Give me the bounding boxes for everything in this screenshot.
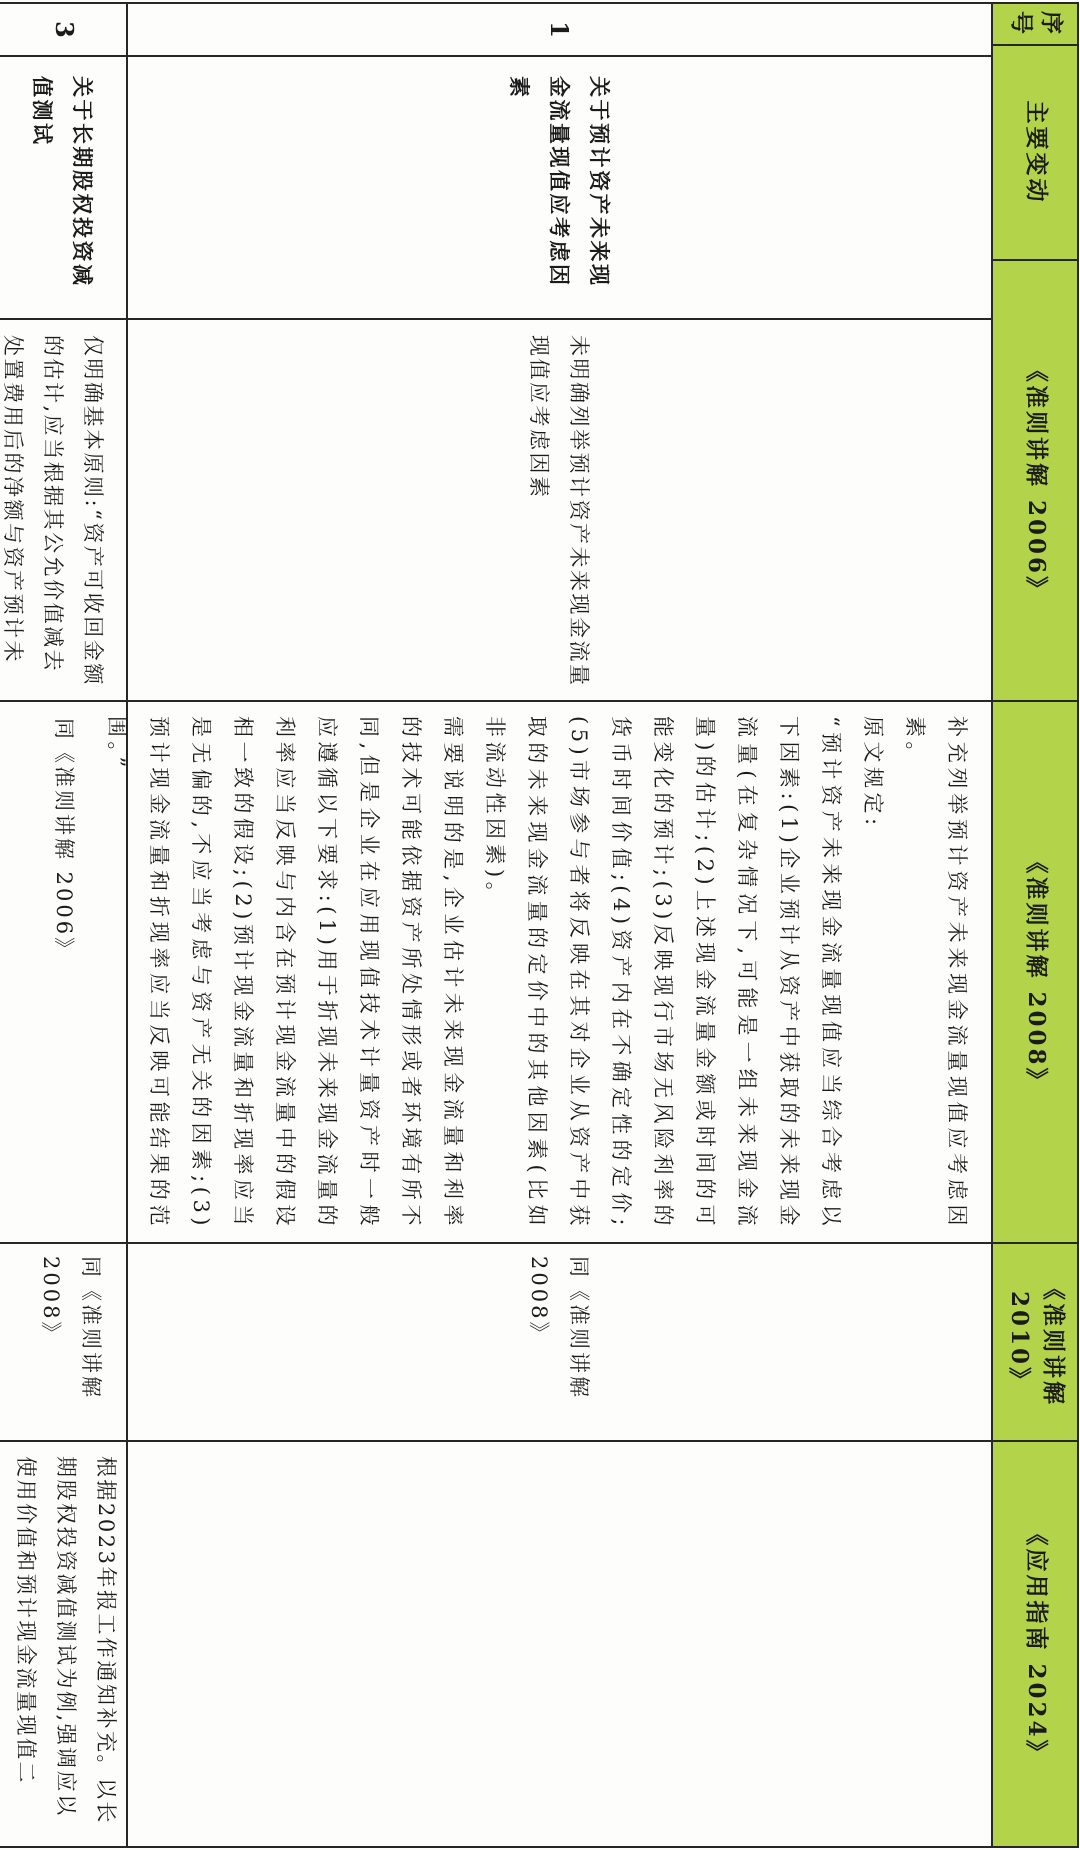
- row1-cell-serial: 1: [545, 21, 575, 38]
- row3-cell-serial: 3: [50, 21, 79, 38]
- data-col-border-1: [0, 55, 993, 57]
- header-cell-jiangjie2006: 《准则讲解 2006》: [1023, 358, 1050, 603]
- row3-cell-zhinan2024: 根据2023年报工作通知补充。以长期股权投资减值测试为例,强调应以使用价值和预计现金流量现值二: [14, 1456, 118, 1825]
- row3-cell-main-change: 关于长期股权投资减值测试: [30, 76, 95, 288]
- header-cell-yingyongzhinan2024: 《应用指南 2024》: [1023, 1522, 1050, 1766]
- header-cell-jiangjie2008: 《准则讲解 2008》: [1023, 850, 1050, 1094]
- row1-2008-paragraph-3: “预计资产未来现金流量现值应当综合考虑以下因素:(1)企业预计从资产中获取的未来现金流量(在复杂情况下,可能是一组未来现金流量)的估计;(2)上述现金流量金额或时间的可能变化的预计;(3)反映现行市场无风险利率的货币时间价值;(4)资产内在不确定性的定价;(5)市场参与者将反映在其对企业从资产中获取的未来现金流量的定价中的其他因素(比如非流动性因素)。: [483, 716, 843, 1230]
- header-cell-jiangjie2010: 《准则讲解 2010》: [1006, 1277, 1067, 1407]
- header-cell-xuhao: 序号: [1008, 11, 1065, 37]
- col-border-5: [0, 1440, 1079, 1442]
- row1-2008-paragraph-2: 原文规定:: [861, 716, 885, 830]
- row3-cell-jiangjie2008: 同《准则讲解 2006》: [52, 718, 76, 962]
- data-col-border-2: [0, 318, 993, 320]
- row1-cell-jiangjie2006: 未明确列举预计资产未来现金流量现值应考虑因素: [527, 335, 592, 688]
- row3-cell-jiangjie2010: 同《准则讲解 2008》: [39, 1256, 103, 1400]
- row1-cell-main-change: 关于预计资产未来现金流量现值应考虑因素: [507, 76, 613, 288]
- row1-2008-paragraph-1: 补充列举预计资产未来现金流量现值应考虑因素。: [903, 716, 969, 1230]
- row3-cell-jiangjie2006: 仅明确基本原则:“资产可收回金额的估计,应当根据其公允价值减去处置费用后的净额与资产预计未: [1, 335, 105, 687]
- row1-2008-paragraph-4: 需要说明的是,企业估计未来现金流量和利率的技术可能依据资产所处情形或者环境有所不同,但是企业在应用现值技术计量资产时一般应遵循以下要求:(1)用于折现未来现金流量的利率应当反映与内含在预计现金流量中的假设相一致的假设;(2)预计现金流量和折现率应当是无偏的,不应当考虑与资产无关的因素;(3)预计现金流量和折现率应当反映可能结果的范围。”: [105, 716, 465, 1230]
- row1-cell-jiangjie2010: 同《准则讲解 2008》: [527, 1256, 592, 1400]
- col-border-3: [0, 700, 1079, 702]
- header-cell-zhuyaobiandong: 主要变动: [1023, 100, 1050, 205]
- table-border-right: [0, 1846, 1079, 1848]
- row1-cell-jiangjie2008: [105, 716, 991, 1230]
- col-border-4: [0, 1242, 1079, 1244]
- row1-cell-zhinan2024-empty: [128, 1456, 991, 1832]
